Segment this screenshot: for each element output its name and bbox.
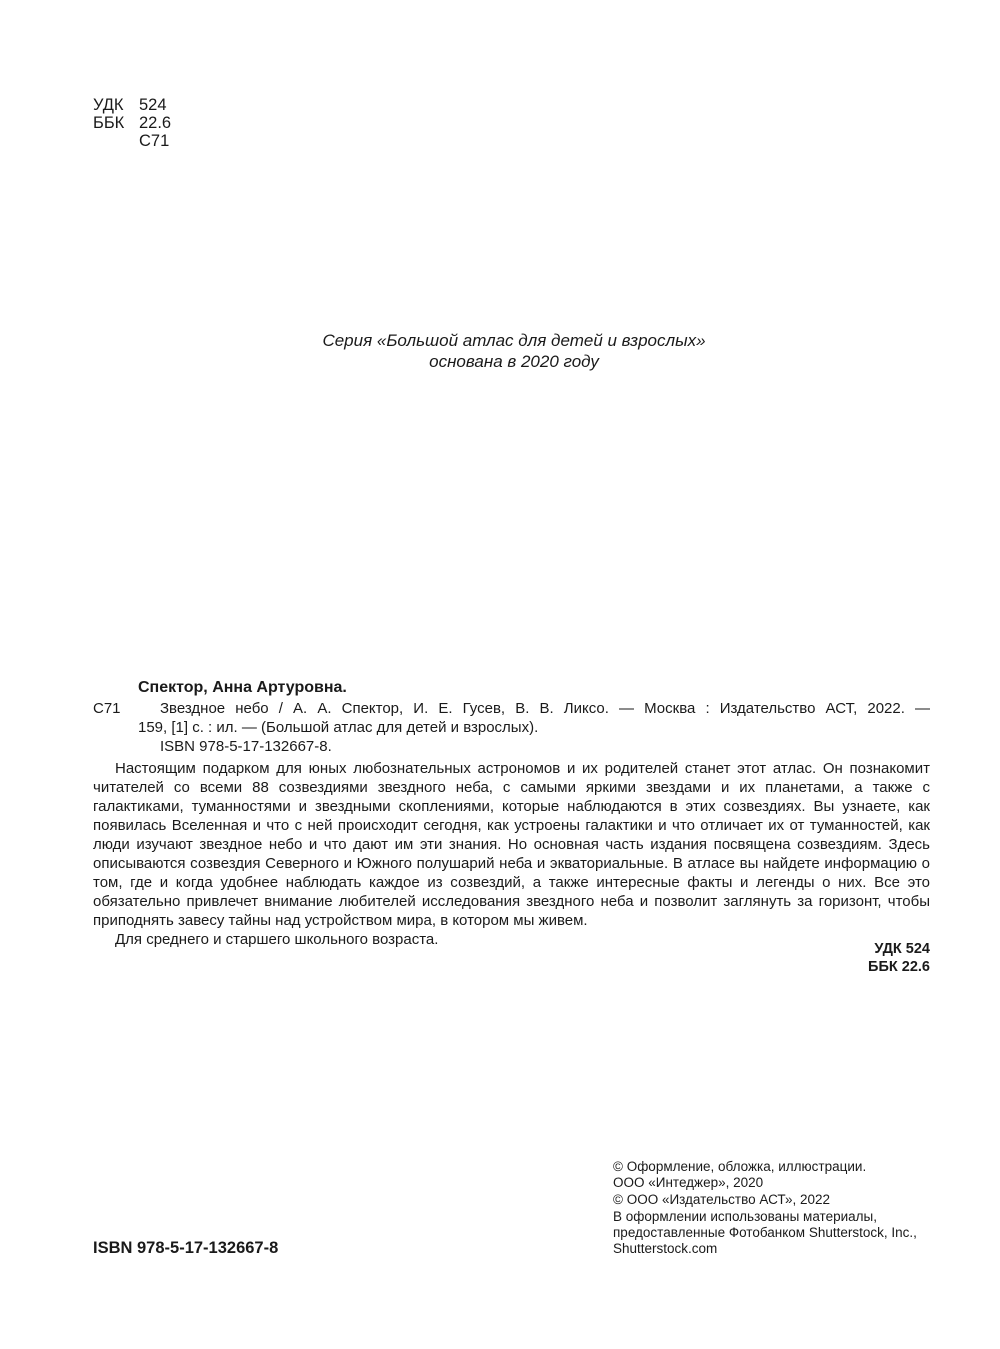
credits-line-1: © Оформление, обложка, иллюстрации. <box>613 1159 867 1174</box>
udk-label: УДК <box>93 96 124 114</box>
classification-codes <box>93 96 171 150</box>
series-line-2: основана в 2020 году <box>429 352 599 371</box>
credits-line-5: предоставленные Фотобанком Shutterstock, Inc., <box>613 1225 917 1240</box>
series-note <box>0 330 1000 372</box>
record-abstract: Настоящим подарком для юных любознательных астрономов и их родителей станет этот атлас. Он познакомит читателей со всеми 88 созвездиями звездного неба, с самыми яркими звездами и их планетами, а также с галактиками, туманностями и звездными скоплениями, которые наблюдаются в этих созвездиях. Вы узнаете, как появилась Вселенная и что с ней происходит сегодня, как устроены галактики и что отличает их от туманностей, как люди изучают звездное небо и что дают им эти знания. Но основная часть издания посвящена созвездиям. Здесь описываются созвездия Северного и Южного полушарий неба и экваториальные. В атласе вы найдете информацию о том, где и когда удобнее наблюдать каждое из созвездий, а также интересные факты и легенды о них. Все это обязательно привлечет внимание любителей исследования звездного неба и позволит заглянуть за горизонт, чтобы приподнять завесу тайны над устройством мира, в котором мы живем. <box>93 760 930 929</box>
credits-line-3: © ООО «Издательство АСТ», 2022 <box>613 1192 831 1207</box>
bibliographic-record <box>93 678 930 949</box>
record-title-line-2: 159, [1] с. : ил. — (Большой атлас для детей и взрослых). <box>138 719 539 736</box>
bbk-label: ББК <box>93 114 125 132</box>
copyright-credits <box>613 1159 943 1257</box>
record-isbn: ISBN 978-5-17-132667-8. <box>160 738 332 755</box>
record-code: С71 <box>93 700 121 717</box>
isbn-bottom: ISBN 978-5-17-132667-8 <box>93 1239 279 1257</box>
record-author: Спектор, Анна Артуровна. <box>138 679 347 696</box>
right-bbk: ББК 22.6 <box>868 959 930 975</box>
credits-line-4: В оформлении использованы материалы, <box>613 1209 877 1224</box>
record-audience: Для среднего и старшего школьного возраста. <box>115 931 439 948</box>
bbk-value: 22.6 <box>139 114 172 132</box>
author-mark: С71 <box>139 132 170 150</box>
right-classification-codes <box>868 940 930 976</box>
udk-value: 524 <box>139 96 167 114</box>
credits-line-6: Shutterstock.com <box>613 1241 718 1256</box>
record-title-line-1: Звездное небо / А. А. Спектор, И. Е. Гусев, В. В. Ликсо. — Москва : Издательство АСТ, 2022. — <box>160 700 930 717</box>
right-udk: УДК 524 <box>874 941 930 957</box>
series-line-1: Серия «Большой атлас для детей и взрослых» <box>322 331 706 350</box>
credits-line-2: ООО «Интеджер», 2020 <box>613 1175 764 1190</box>
